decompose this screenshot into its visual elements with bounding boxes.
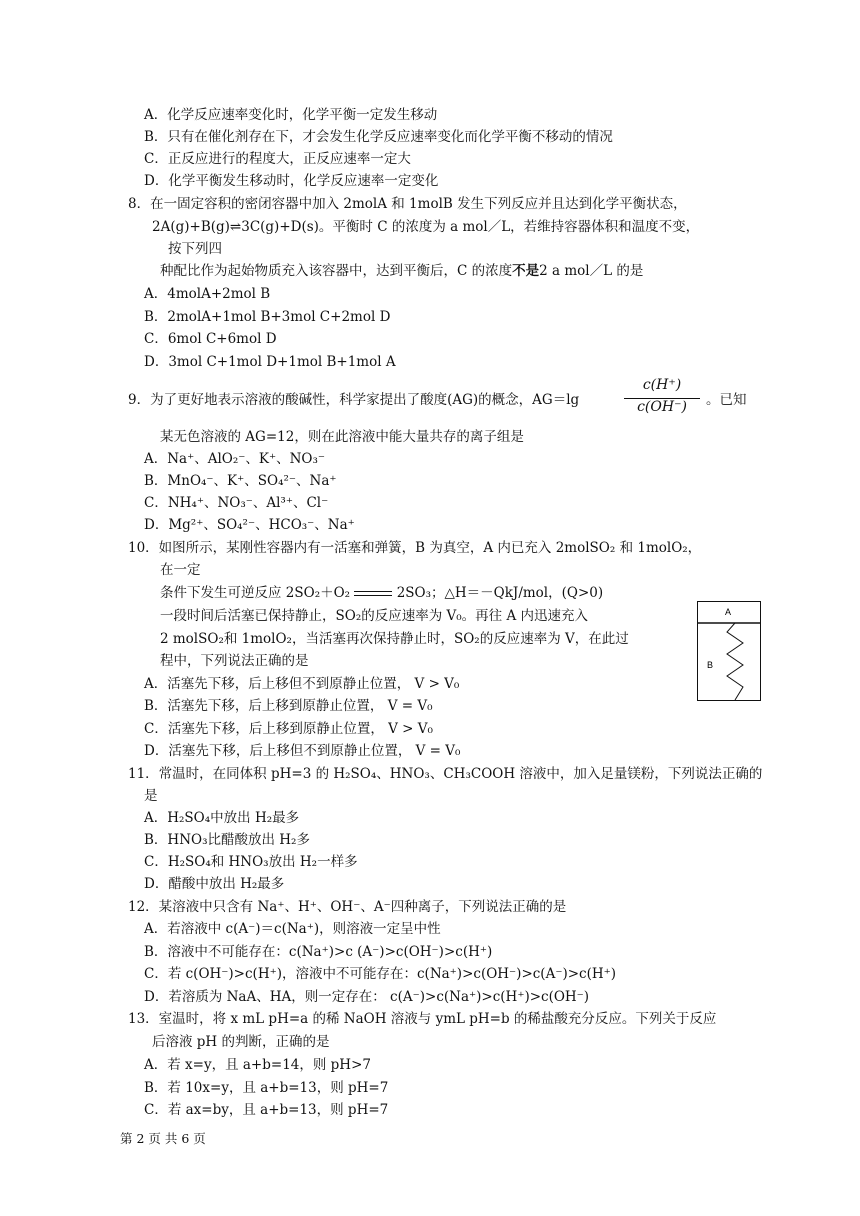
q11-option-a: A．H₂SO₄中放出 H₂最多 bbox=[144, 810, 300, 826]
q11-option-d: D．醋酸中放出 H₂最多 bbox=[144, 876, 285, 892]
q10-reaction-left: 条件下发生可逆反应 2SO₂＋O₂ bbox=[160, 585, 351, 601]
q9-fraction bbox=[622, 377, 702, 423]
q8-option-c: C．6mol C+6mol D bbox=[144, 331, 277, 347]
q9-option-b: B．MnO₄⁻、K⁺、SO₄²⁻、Na⁺ bbox=[144, 473, 337, 489]
q7-option-a: A．化学反应速率变化时，化学平衡一定发生移动 bbox=[144, 107, 438, 123]
q7-option-d: D．化学平衡发生移动时，化学反应速率一定变化 bbox=[144, 173, 439, 189]
q10-stem-line3 bbox=[160, 584, 603, 602]
q9-stem-line2: 某无色溶液的 AG=12，则在此溶液中能大量共存的离子组是 bbox=[160, 429, 524, 445]
q10-stem-line2: 在一定 bbox=[160, 562, 201, 578]
q10-option-d: D．活塞先下移，后上移但不到原静止位置， V = V₀ bbox=[144, 743, 461, 759]
q9-option-c: C．NH₄⁺、NO₃⁻、Al³⁺、Cl⁻ bbox=[144, 495, 329, 511]
q9-fraction-numerator: c(H⁺) bbox=[642, 377, 682, 393]
q13-option-c: C．若 ax=by，且 a+b=13，则 pH=7 bbox=[144, 1102, 389, 1118]
q13-stem-line1: 13．室温时，将 x mL pH=a 的稀 NaOH 溶液与 ymL pH=b 的稀盐酸充分反应。下列关于反应 bbox=[128, 1011, 717, 1027]
q13-option-b: B．若 10x=y，且 a+b=13，则 pH=7 bbox=[144, 1080, 389, 1096]
q12-option-a: A．若溶液中 c(A⁻)＝c(Na⁺)，则溶液一定呈中性 bbox=[144, 921, 441, 937]
q10-option-b: B．活塞先下移，后上移到原静止位置， V = V₀ bbox=[144, 698, 433, 714]
q9-option-d: D．Mg²⁺、SO₄²⁻、HCO₃⁻、Na⁺ bbox=[144, 517, 355, 533]
q9-fraction-denominator: c(OH⁻) bbox=[637, 399, 687, 415]
q12-option-d: D．若溶质为 NaA、HA，则一定存在： c(A⁻)>c(Na⁺)>c(H⁺)>c(OH⁻) bbox=[144, 989, 590, 1005]
q8-stem-line2: 2A(g)+B(g)⇌3C(g)+D(s)。平衡时 C 的浓度为 a mol／L，若维持容器体积和温度不变， bbox=[152, 219, 700, 235]
equilibrium-arrow-icon bbox=[354, 589, 392, 599]
q12-option-c: C．若 c(OH⁻)>c(H⁺)，溶液中不可能存在：c(Na⁺)>c(OH⁻)>c(A⁻)>c(H⁺) bbox=[144, 966, 617, 982]
piston-container-figure bbox=[697, 601, 761, 701]
q8-option-a: A．4molA+2mol B bbox=[144, 286, 271, 302]
q12-stem: 12．某溶液中只含有 Na⁺、H⁺、OH⁻、A⁻四种离子，下列说法正确的是 bbox=[128, 899, 567, 915]
q10-option-a: A．活塞先下移，后上移但不到原静止位置， V > V₀ bbox=[144, 676, 460, 692]
q13-stem-line2: 后溶液 pH 的判断，正确的是 bbox=[152, 1034, 330, 1050]
q8-stem-line4 bbox=[160, 262, 643, 280]
q13-option-a: A．若 x=y，且 a+b=14，则 pH>7 bbox=[144, 1057, 371, 1073]
spring-icon bbox=[727, 623, 743, 700]
q11-stem-line2: 是 bbox=[144, 788, 158, 804]
q8-emphasis-not: 不是 bbox=[512, 263, 540, 279]
q7-option-b: B．只有在催化剂存在下，才会发生化学反应速率变化而化学平衡不移动的情况 bbox=[144, 129, 613, 145]
q8-stem-line4-text: 种配比作为起始物质充入该容器中，达到平衡后，C 的浓度 bbox=[160, 263, 513, 279]
q10-stem-line1: 10．如图所示，某刚性容器内有一活塞和弹簧，B 为真空，A 内已充入 2molSO₂ 和 1molO₂， bbox=[128, 540, 702, 556]
q10-stem-line4: 一段时间后活塞已保持静止，SO₂的反应速率为 V₀。再往 A 内迅速充入 bbox=[160, 608, 589, 624]
q11-option-b: B．HNO₃比醋酸放出 H₂多 bbox=[144, 832, 310, 848]
q8-option-d: D．3mol C+1mol D+1mol B+1mol A bbox=[144, 354, 396, 370]
q11-stem-line1: 11．常温时，在同体积 pH=3 的 H₂SO₄、HNO₃、CH₃COOH 溶液中，加入足量镁粉，下列说法正确的 bbox=[128, 766, 763, 782]
figure-label-b: B bbox=[707, 660, 714, 670]
q8-option-b: B．2molA+1mol B+3mol C+2mol D bbox=[144, 309, 391, 325]
q9-stem-line1-end: 。已知 bbox=[706, 392, 747, 408]
q10-stem-line5: 2 molSO₂和 1molO₂，当活塞再次保持静止时，SO₂的反应速率为 V，在此过 bbox=[160, 631, 629, 647]
figure-label-a: A bbox=[725, 607, 732, 617]
q7-option-c: C．正反应进行的程度大，正反应速率一定大 bbox=[144, 151, 411, 167]
q10-stem-line6: 程中，下列说法正确的是 bbox=[160, 653, 309, 669]
q8-stem-line3: 按下列四 bbox=[168, 241, 222, 257]
q10-reaction-right: 2SO₃；△H＝－QkJ/mol，(Q>0) bbox=[396, 585, 604, 601]
q8-stem-line4-end: 2 a mol／L 的是 bbox=[539, 263, 644, 279]
q9-stem-line1: 9．为了更好地表示溶液的酸碱性，科学家提出了酸度(AG)的概念，AG＝lg bbox=[128, 392, 580, 408]
q9-option-a: A．Na⁺、AlO₂⁻、K⁺、NO₃⁻ bbox=[144, 451, 326, 467]
q12-option-b: B．溶液中不可能存在：c(Na⁺)>c (A⁻)>c(OH⁻)>c(H⁺) bbox=[144, 944, 493, 960]
q8-stem-line1: 8．在一固定容积的密闭容器中加入 2molA 和 1molB 发生下列反应并且达到化学平衡状态， bbox=[128, 196, 687, 212]
page-number-footer: 第 2 页 共 6 页 bbox=[120, 1131, 206, 1146]
q10-option-c: C．活塞先下移，后上移到原静止位置， V > V₀ bbox=[144, 721, 433, 737]
q11-option-c: C．H₂SO₄和 HNO₃放出 H₂一样多 bbox=[144, 854, 358, 870]
